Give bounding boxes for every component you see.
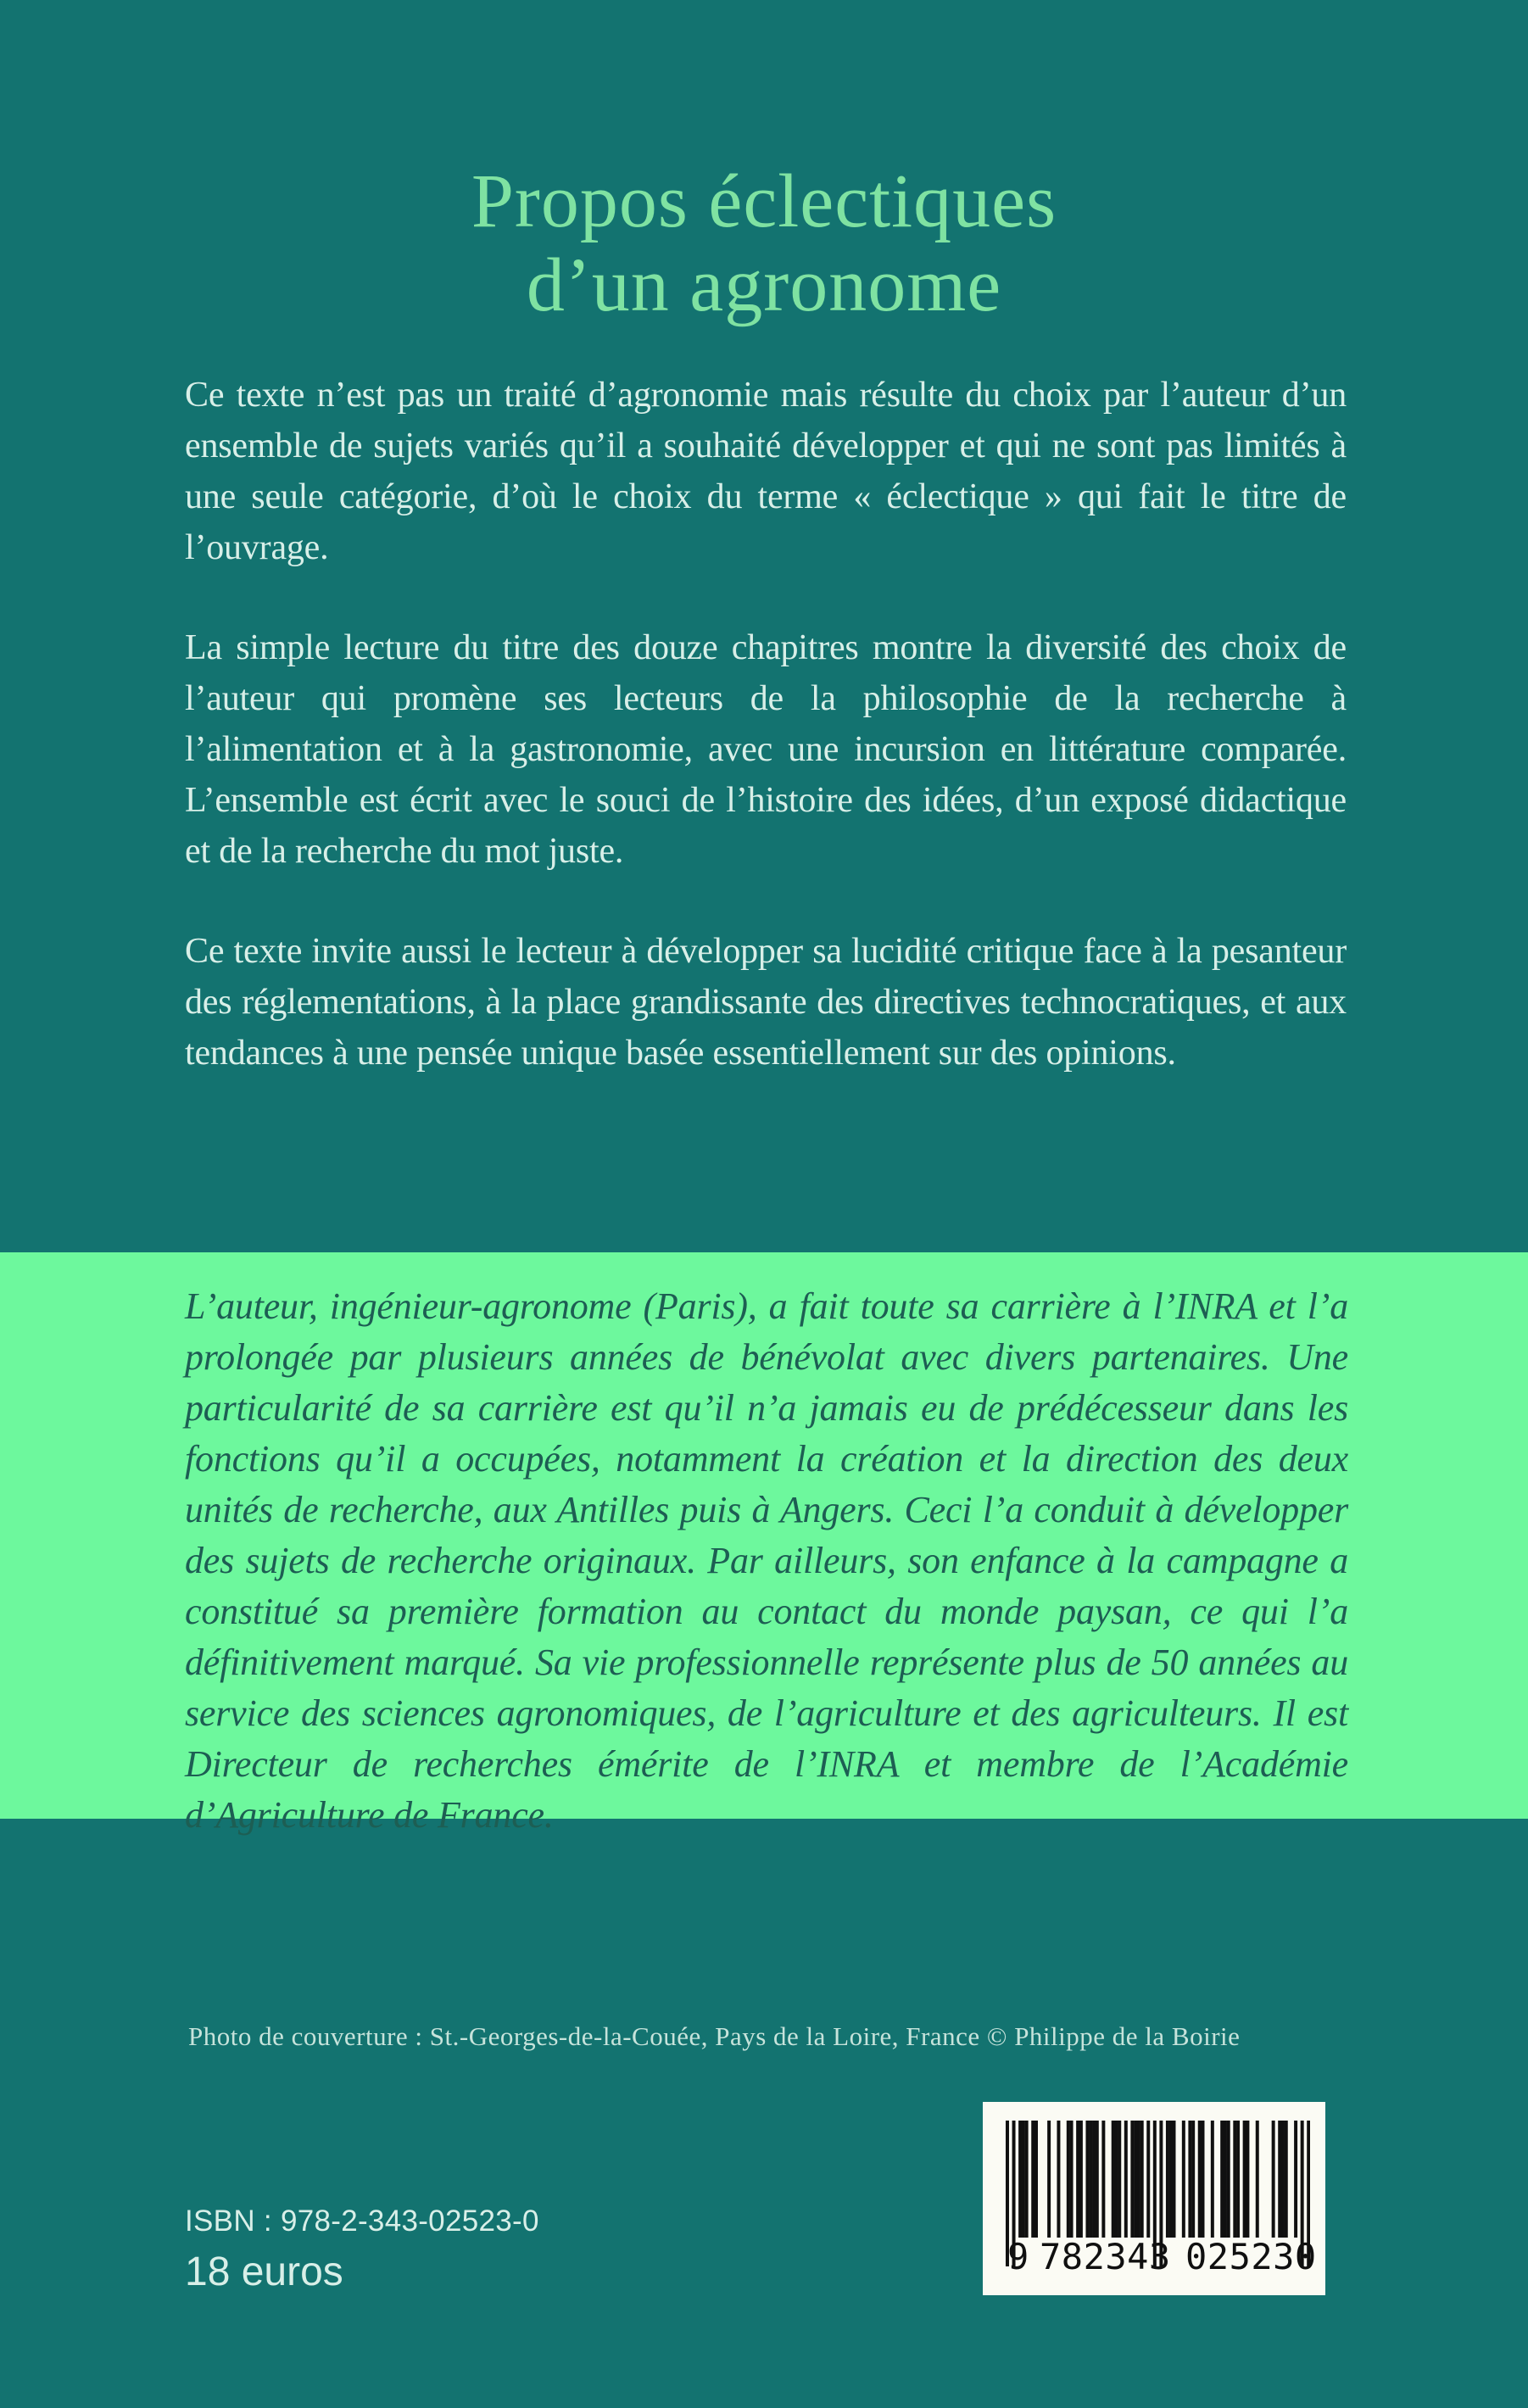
photo-credit: Photo de couverture : St.-Georges-de-la-Couée, Pays de la Loire, France © Philippe de la Boirie — [188, 2021, 1241, 2051]
author-bio-band — [0, 1252, 1528, 1836]
synopsis-paragraph-1: Ce texte n’est pas un traité d’agronomie mais résulte du choix par l’auteur d’un ensemble de sujets variés qu’il a souhaité développer et qui ne sont pas limités à une seule catégorie, d’où le choix du terme « éclectique » qui fait le titre de l’ouvrage. — [185, 376, 1347, 567]
barcode-digits-group2: 025230 — [1185, 2236, 1317, 2277]
barcode — [983, 2102, 1325, 2295]
synopsis-paragraph-3: Ce texte invite aussi le lecteur à développer sa lucidité critique face à la pesanteur des réglementations, à la place grandissante des directives technocratiques, et aux tendances à une pensée unique basée essentiellement sur des opinions. — [185, 932, 1347, 1073]
book-title — [0, 159, 1528, 327]
author-bio: L’auteur, ingénieur-agronome (Paris), a fait toute sa carrière à l’INRA et l’a prolongée par plusieurs années de bénévolat avec divers partenaires. Une particularité de sa carrière est qu’il n’a jamais eu de prédécesseur dans les fonctions qu’il a occupées, notamment la création et la direction des deux unités de recherche, aux Antilles puis à Angers. Ceci l’a conduit à développer des sujets de recherche originaux. Par ailleurs, son enfance à la campagne a constitué sa première formation au contact du monde paysan, ce qui l’a définitivement marqué. Sa vie professionnelle représente plus de 50 années au service des sciences agronomiques, de l’agriculture et des agriculteurs. Il est Directeur de recherches émérite de l’INRA et membre de l’Académie d’Agriculture de France. — [185, 1285, 1348, 1836]
barcode-digit-first: 9 — [1007, 2236, 1029, 2277]
isbn-number: ISBN : 978-2-343-02523-0 — [185, 2205, 539, 2238]
book-title-line2: d’un agronome — [526, 243, 1002, 327]
barcode-digits-group1: 782343 — [1040, 2236, 1171, 2277]
synopsis — [185, 370, 1347, 1128]
synopsis-paragraph-2: La simple lecture du titre des douze chapitres montre la diversité des choix de l’auteur qui promène ses lecteurs de la philosophie de la recherche à l’alimentation et à la gastronomie, avec une incursion en littérature comparée. L’ensemble est écrit avec le souci de l’histoire des idées, d’un exposé didactique et de la recherche du mot juste. — [185, 628, 1347, 871]
isbn-block — [185, 2205, 539, 2295]
book-title-line1: Propos éclectiques — [471, 159, 1057, 243]
price: 18 euros — [185, 2249, 343, 2294]
